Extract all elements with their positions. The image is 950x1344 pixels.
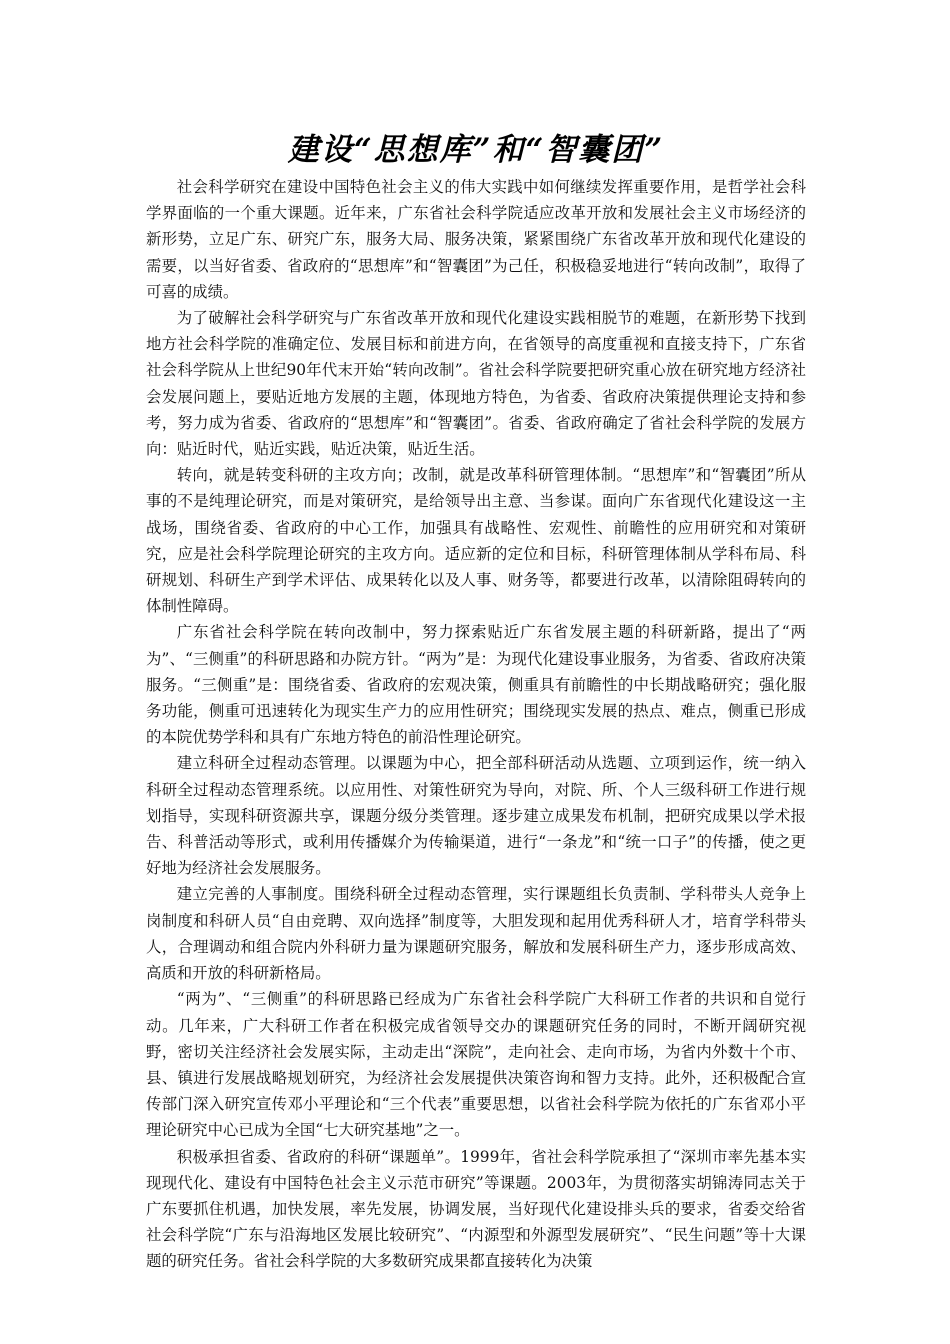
paragraph-7: “两为”、“三侧重”的科研思路已经成为广东省社会科学院广大科研工作者的共识和自觉行动。几年来，广大科研工作者在积极完成省领导交办的课题研究任务的同时，不断开阔研究视野，密切关注经济社会发展实际，主动走出“深院”，走向社会、走向市场，为省内外数十个市、县、镇进行发展战略规划研究，为经济社会发展提供决策咨询和智力支持。此外，还积极配合宣传部门深入研究宣传邓小平理论和“三个代表”重要思想，以省社会科学院为依托的广东省邓小平理论研究中心已成为全国“七大研究基地”之一。: [146, 990, 806, 1140]
paragraph-2: 为了破解社会科学研究与广东省改革开放和现代化建设实践相脱节的难题，在新形势下找到地方社会科学院的准确定位、发展目标和前进方向，在省领导的高度重视和直接支持下，广东省社会科学院从上世纪90年代末开始“转向改制”。省社会科学院要把研究重心放在研究地方经济社会发展问题上，要贴近地方发展的主题，体现地方特色，为省委、省政府决策提供理论支持和参考，努力成为省委、省政府的“思想库”和“智囊团”。省委、省政府确定了省社会科学院的发展方向：贴近时代，贴近实践，贴近决策，贴近生活。: [146, 309, 806, 459]
paragraph-3: 转向，就是转变科研的主攻方向；改制，就是改革科研管理体制。“思想库”和“智囊团”所从事的不是纯理论研究，而是对策研究，是给领导出主意、当参谋。面向广东省现代化建设这一主战场，围绕省委、省政府的中心工作，加强具有战略性、宏观性、前瞻性的应用研究和对策研究，应是社会科学院理论研究的主攻方向。适应新的定位和目标，科研管理体制从学科布局、科研规划、科研生产到学术评估、成果转化以及人事、财务等，都要进行改革，以清除阻碍转向的体制性障碍。: [146, 466, 806, 616]
paragraph-6: 建立完善的人事制度。围绕科研全过程动态管理，实行课题组长负责制、学科带头人竞争上岗制度和科研人员“自由竞聘、双向选择”制度等，大胆发现和起用优秀科研人才，培育学科带头人，合理调动和组合院内外科研力量为课题研究服务，解放和发展科研生产力，逐步形成高效、高质和开放的科研新格局。: [146, 885, 806, 983]
paragraph-5: 建立科研全过程动态管理。以课题为中心，把全部科研活动从选题、立项到运作，统一纳入科研全过程动态管理系统。以应用性、对策性研究为导向，对院、所、个人三级科研工作进行规划指导，实现科研资源共享，课题分级分类管理。逐步建立成果发布机制，把研究成果以学术报告、科普活动等形式，或利用传播媒介为传输渠道，进行“一条龙”和“统一口子”的传播，使之更好地为经济社会发展服务。: [146, 754, 806, 878]
paragraph-1: 社会科学研究在建设中国特色社会主义的伟大实践中如何继续发挥重要作用，是哲学社会科学界面临的一个重大课题。近年来，广东省社会科学院适应改革开放和发展社会主义市场经济的新形势，立足广东、研究广东，服务大局、服务决策，紧紧围绕广东省改革开放和现代化建设的需要，以当好省委、省政府的“思想库”和“智囊团”为己任，积极稳妥地进行“转向改制”，取得了可喜的成绩。: [146, 178, 806, 301]
paragraph-8: 积极承担省委、省政府的科研“课题单”。1999年，省社会科学院承担了“深圳市率先基本实现现代化、建设有中国特色社会主义示范市研究”等课题。2003年，为贯彻落实胡锦涛同志关于广东要抓住机遇，加快发展，率先发展，协调发展，当好现代化建设排头兵的要求，省委交给省社会科学院“广东与沿海地区发展比较研究”、“内源型和外源型发展研究”、“民生问题”等十大课题的研究任务。省社会科学院的大多数研究成果都直接转化为决策: [146, 1147, 806, 1271]
document-page: [146, 128, 806, 1275]
paragraph-4: 广东省社会科学院在转向改制中，努力探索贴近广东省发展主题的科研新路，提出了“两为”、“三侧重”的科研思路和办院方针。“两为”是：为现代化建设事业服务，为省委、省政府决策服务。“三侧重”是：围绕省委、省政府的宏观决策，侧重具有前瞻性的中长期战略研究；强化服务功能，侧重可迅速转化为现实生产力的应用性研究；围绕现实发展的热点、难点，侧重已形成的本院优势学科和具有广东地方特色的前沿性理论研究。: [146, 623, 806, 747]
document-title: 建设“思想库”和“智囊团”: [287, 132, 665, 168]
